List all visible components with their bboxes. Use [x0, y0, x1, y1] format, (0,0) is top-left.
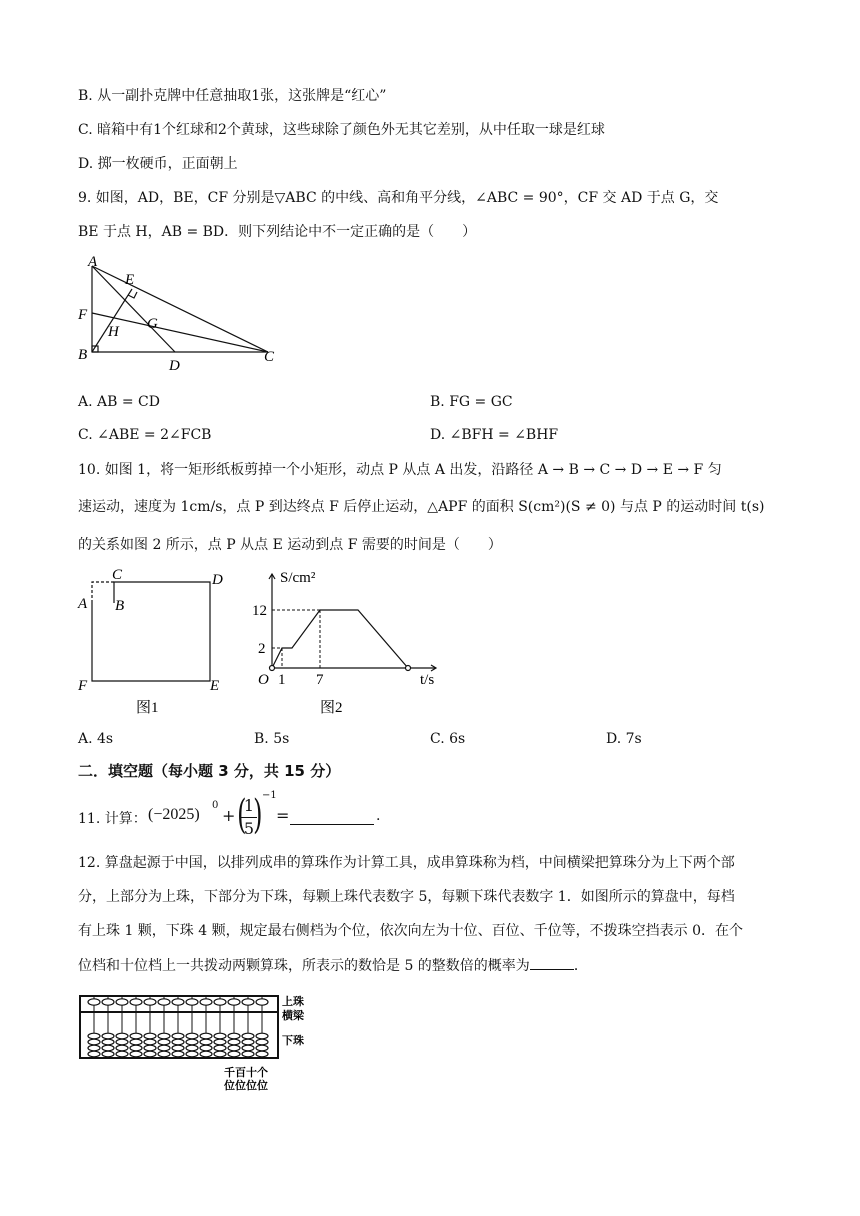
abacus-upper-bead — [172, 999, 184, 1005]
q10-stem-line2: 速运动，速度为 1cm/s，点 P 到达终点 F 后停止运动，△APF 的面积 S(cm²)(S ≠ 0) 与点 P 的运动时间 t(s) — [78, 499, 765, 515]
q12-stem-line4 — [78, 955, 588, 976]
fig1-label-f: F — [78, 678, 88, 694]
abacus-lower-bead — [172, 1033, 184, 1039]
q9-option-a: A. AB = CD — [78, 394, 160, 410]
abacus-lower-bead — [130, 1033, 142, 1039]
q9-label-a: A — [88, 254, 98, 270]
fig1-label-e: E — [210, 678, 220, 694]
abacus-upper-bead — [158, 999, 170, 1005]
abacus-lower-bead — [102, 1051, 114, 1057]
q9-stem-line2: BE 于点 H，AB = BD．则下列结论中不一定正确的是（ ） — [78, 224, 477, 240]
abacus-lower-bead — [256, 1045, 268, 1051]
abacus-lower-bead — [172, 1039, 184, 1045]
abacus-figure — [78, 992, 318, 1092]
abacus-places-bottom: 位位位位 — [224, 1080, 268, 1092]
abacus-upper-bead — [116, 999, 128, 1005]
abacus-lower-bead — [200, 1045, 212, 1051]
abacus-lower-bead — [228, 1039, 240, 1045]
abacus-lower-bead — [200, 1039, 212, 1045]
fig2-x-tick-7: 7 — [316, 672, 324, 688]
fig1-label-d: D — [212, 572, 223, 588]
abacus-lower-bead — [172, 1051, 184, 1057]
fig2-y-tick-12: 12 — [252, 603, 267, 619]
section-2-title: 二．填空题（每小题 3 分，共 15 分） — [78, 762, 341, 780]
q11-equals: = — [276, 806, 290, 825]
abacus-lower-bead — [214, 1051, 226, 1057]
q10-option-a: A. 4s — [78, 731, 114, 747]
abacus-upper-bead — [144, 999, 156, 1005]
abacus-lower-bead — [88, 1051, 100, 1057]
abacus-lower-bead — [102, 1033, 114, 1039]
abacus-lower-bead — [102, 1039, 114, 1045]
abacus-lower-bead — [186, 1033, 198, 1039]
fig1-label-a: A — [78, 596, 88, 612]
q10-stem-line3: 的关系如图 2 所示，点 P 从点 E 运动到点 F 需要的时间是（ ） — [78, 537, 502, 553]
fig1-caption: 图1 — [136, 700, 159, 716]
abacus-lower-bead — [102, 1045, 114, 1051]
abacus-upper-bead — [214, 999, 226, 1005]
q9-label-e: E — [125, 272, 135, 288]
q12-stem-line1: 12. 算盘起源于中国，以排列成串的算珠作为计算工具，成串算珠称为档，中间横梁把算珠分为上下两个部 — [78, 855, 735, 871]
q10-option-c: C. 6s — [430, 731, 466, 747]
abacus-lower-bead — [116, 1039, 128, 1045]
q11-exp-0: 0 — [212, 800, 219, 811]
abacus-lower-bead — [242, 1045, 254, 1051]
abacus-lower-bead — [144, 1051, 156, 1057]
q12-stem-line3: 有上珠 1 颗，下珠 4 颗，规定最右侧档为个位，依次向左为十位、百位、千位等，不拨珠空挡表示 0．在个 — [78, 923, 743, 939]
abacus-lower-bead — [172, 1045, 184, 1051]
q12-stem-line4-text: 位档和十位档上一共拨动两颗算珠，所表示的数恰是 5 的整数倍的概率为 — [78, 958, 530, 974]
q12-answer-blank[interactable] — [530, 955, 574, 970]
q12-stem-line2: 分，上部分为上珠，下部分为下珠，每颗上珠代表数字 5，每颗下珠代表数字 1．如图所示的算盘中，每档 — [78, 889, 735, 905]
abacus-upper-bead — [242, 999, 254, 1005]
abacus-label-beam: 横梁 — [282, 1010, 304, 1022]
abacus-lower-bead — [242, 1033, 254, 1039]
abacus-label-upper: 上珠 — [282, 996, 304, 1008]
q11-exp-neg1: −1 — [262, 790, 277, 801]
abacus-lower-bead — [186, 1045, 198, 1051]
abacus-lower-bead — [116, 1045, 128, 1051]
abacus-lower-bead — [88, 1045, 100, 1051]
abacus-lower-bead — [116, 1051, 128, 1057]
fig1-label-c: C — [112, 567, 123, 583]
abacus-lower-bead — [158, 1045, 170, 1051]
abacus-lower-bead — [242, 1051, 254, 1057]
abacus-lower-bead — [228, 1045, 240, 1051]
q11-base: (−2025) — [148, 806, 200, 823]
q11-prefix: 11. 计算： — [78, 811, 147, 827]
abacus-lower-bead — [228, 1051, 240, 1057]
q11-answer-blank[interactable] — [290, 824, 374, 825]
abacus-upper-bead — [186, 999, 198, 1005]
abacus-lower-bead — [158, 1033, 170, 1039]
q11-fraction-numerator: 1 — [243, 796, 255, 815]
fig2-x-tick-1: 1 — [278, 672, 286, 688]
q9-label-f: F — [78, 307, 88, 323]
abacus-lower-bead — [228, 1033, 240, 1039]
fig1-label-b: B — [115, 598, 125, 614]
abacus-lower-bead — [144, 1033, 156, 1039]
q11-right-paren: ) — [253, 792, 263, 838]
abacus-lower-bead — [158, 1051, 170, 1057]
q8-option-b: B. 从一副扑克牌中任意抽取1张，这张牌是“红心” — [78, 88, 387, 104]
fig2-y-label: S/cm² — [280, 570, 316, 586]
abacus-lower-bead — [214, 1039, 226, 1045]
abacus-upper-bead — [200, 999, 212, 1005]
q9-label-d: D — [169, 358, 180, 374]
q9-label-g: G — [147, 316, 158, 332]
q9-option-b: B. FG = GC — [430, 394, 513, 410]
abacus-lower-bead — [88, 1039, 100, 1045]
q10-figure-1 — [74, 566, 234, 718]
abacus-upper-bead — [88, 999, 100, 1005]
fig2-x-label: t/s — [420, 672, 435, 688]
abacus-lower-bead — [214, 1033, 226, 1039]
abacus-lower-bead — [186, 1051, 198, 1057]
abacus-upper-bead — [102, 999, 114, 1005]
abacus-lower-bead — [186, 1039, 198, 1045]
q10-option-b: B. 5s — [254, 731, 290, 747]
q10-figure-2-graph — [250, 562, 446, 718]
q9-option-d: D. ∠BFH = ∠BHF — [430, 427, 559, 443]
q9-label-c: C — [264, 349, 275, 365]
fig2-caption: 图2 — [320, 700, 343, 716]
abacus-lower-bead — [200, 1033, 212, 1039]
abacus-lower-bead — [242, 1039, 254, 1045]
q9-stem-line1: 9. 如图，AD，BE，CF 分别是▽ABC 的中线、高和角平分线，∠ABC = 90°，CF 交 AD 于点 G，交 — [78, 190, 719, 206]
abacus-lower-bead — [200, 1051, 212, 1057]
q9-option-c: C. ∠ABE = 2∠FCB — [78, 427, 212, 443]
abacus-lower-bead — [144, 1045, 156, 1051]
abacus-label-lower: 下珠 — [282, 1035, 304, 1047]
abacus-lower-bead — [256, 1039, 268, 1045]
abacus-lower-bead — [144, 1039, 156, 1045]
abacus-lower-bead — [158, 1039, 170, 1045]
q9-label-h: H — [108, 324, 119, 340]
fig2-origin: O — [258, 672, 269, 688]
fig2-y-tick-2: 2 — [258, 641, 266, 657]
abacus-upper-bead — [256, 999, 268, 1005]
abacus-lower-bead — [88, 1033, 100, 1039]
abacus-lower-bead — [116, 1033, 128, 1039]
q8-option-d: D. 掷一枚硬币，正面朝上 — [78, 156, 238, 172]
q10-option-d: D. 7s — [606, 731, 642, 747]
abacus-lower-bead — [214, 1045, 226, 1051]
abacus-lower-bead — [256, 1033, 268, 1039]
q9-label-b: B — [78, 347, 88, 363]
abacus-lower-bead — [256, 1051, 268, 1057]
q10-stem-line1: 10. 如图 1，将一矩形纸板剪掉一个小矩形，动点 P 从点 A 出发，沿路径 A → B → C → D → E → F 匀 — [78, 462, 722, 478]
abacus-places-top: 千百十个 — [224, 1067, 268, 1079]
abacus-lower-bead — [130, 1039, 142, 1045]
abacus-upper-bead — [130, 999, 142, 1005]
q12-stem-line4-end: ． — [573, 958, 588, 974]
q11-end: . — [376, 808, 381, 824]
abacus-lower-bead — [130, 1051, 142, 1057]
q8-option-c: C. 暗箱中有1个红球和2个黄球，这些球除了颜色外无其它差别，从中任取一球是红球 — [78, 122, 605, 138]
q11-fraction-denominator: 5 — [243, 819, 255, 838]
abacus-upper-bead — [228, 999, 240, 1005]
q9-triangle-figure — [70, 252, 290, 380]
q11-plus: + — [222, 806, 236, 825]
q11-left-paren: ( — [237, 792, 247, 838]
abacus-lower-bead — [130, 1045, 142, 1051]
